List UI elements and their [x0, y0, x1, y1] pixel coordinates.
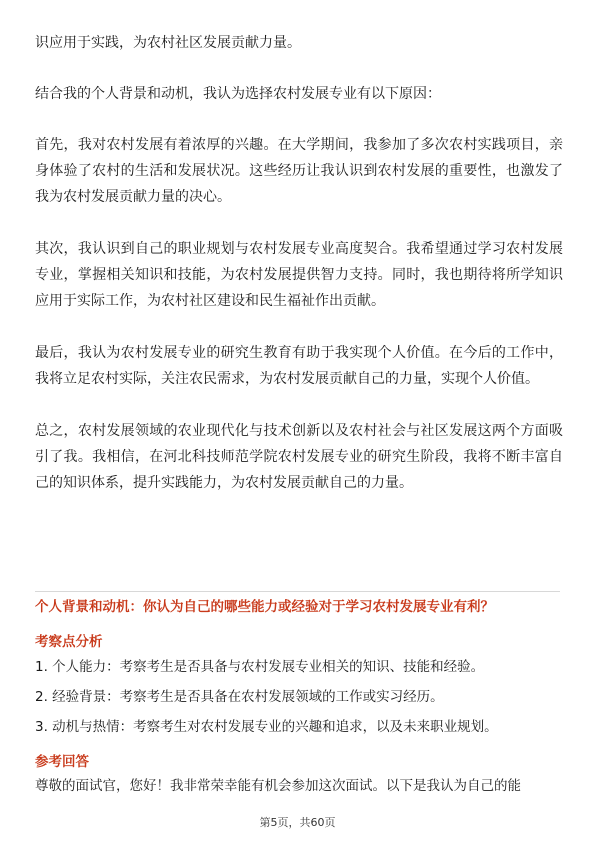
paragraph-gap [35, 56, 563, 81]
paragraph-gap [35, 210, 563, 236]
paragraph-gap [35, 314, 563, 340]
analysis-item-1: 1. 个人能力：考察考生是否具备与农村发展专业相关的知识、技能和经验。 [35, 659, 485, 675]
page-number: 第5页，共60页 [259, 816, 336, 829]
paragraph-gap [35, 107, 563, 132]
body-text [35, 30, 563, 496]
paragraph-last: 最后，我认为农村发展专业的研究生教育有助于我实现个人价值。在今后的工作中，我将立足农村实际，关注农民需求，为农村发展贡献自己的力量，实现个人价值。 [35, 345, 563, 387]
paragraph-intro: 结合我的个人背景和动机，我认为选择农村发展专业有以下原因： [35, 86, 441, 102]
paragraph-continuation: 识应用于实践，为农村社区发展贡献力量。 [35, 35, 301, 51]
paragraph-first: 首先，我对农村发展有着浓厚的兴趣。在大学期间，我参加了多次农村实践项目，亲身体验了农村的生活和发展状况。这些经历让我认识到农村发展的重要性，也激发了我为农村发展贡献力量的决心。 [35, 137, 563, 205]
reference-answer-first-line: 尊敬的面试官，您好！我非常荣幸能有机会参加这次面试。以下是我认为自己的能 [35, 778, 521, 794]
analysis-item-2: 2. 经验背景：考察考生是否具备在农村发展领域的工作或实习经历。 [35, 689, 444, 705]
paragraph-second: 其次，我认识到自己的职业规划与农村发展专业高度契合。我希望通过学习农村发展专业，掌握相关知识和技能，为农村发展提供智力支持。同时，我也期待将所学知识应用于实际工作，为农村社区建设和民生福祉作出贡献。 [35, 241, 563, 309]
section-divider [35, 591, 560, 592]
paragraph-summary: 总之，农村发展领域的农业现代化与技术创新以及农村社会与社区发展这两个方面吸引了我。我相信，在河北科技师范学院农村发展专业的研究生阶段，我将不断丰富自己的知识体系，提升实践能力，为农村发展贡献自己的力量。 [35, 423, 563, 491]
question-heading: 个人背景和动机：你认为自己的哪些能力或经验对于学习农村发展专业有利？ [35, 599, 494, 615]
analysis-title: 考察点分析 [35, 634, 103, 650]
paragraph-gap [35, 392, 563, 418]
reference-title: 参考回答 [35, 754, 89, 770]
analysis-item-3: 3. 动机与热情：考察考生对农村发展专业的兴趣和追求，以及未来职业规划。 [35, 719, 498, 735]
